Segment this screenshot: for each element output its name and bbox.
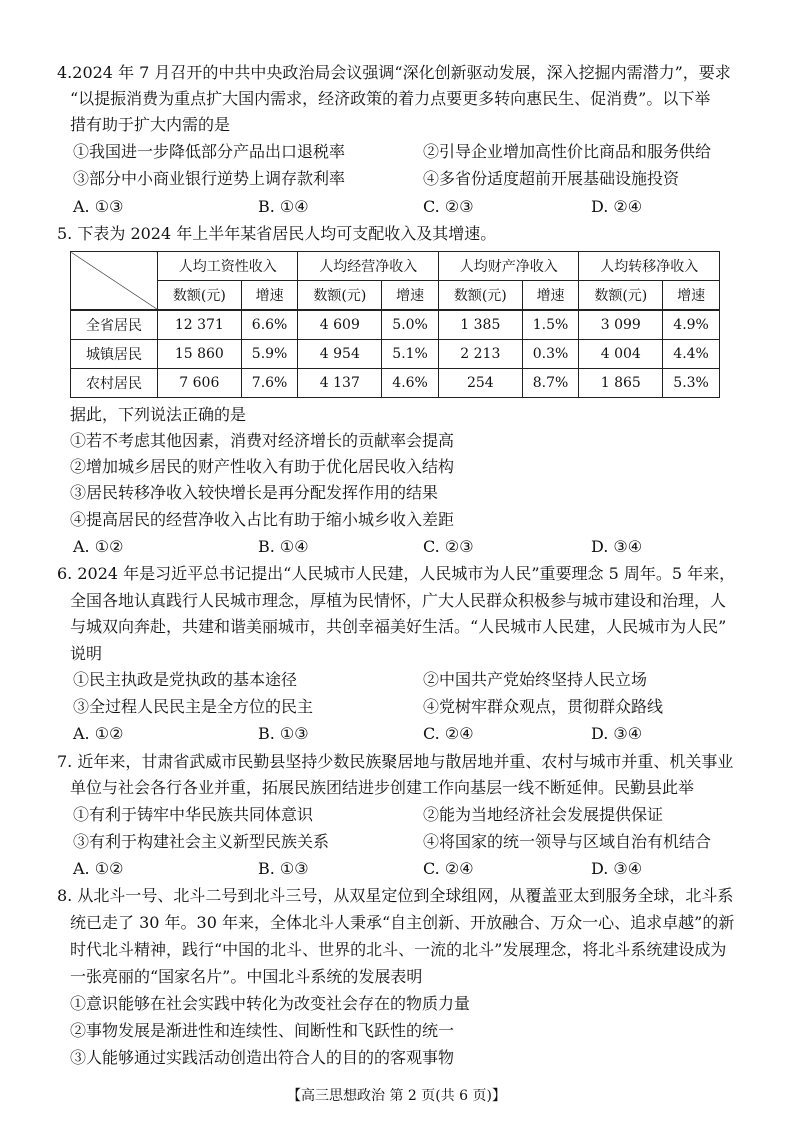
q5-choice-a: A. ①② [73, 537, 124, 556]
table-cell: 0.3% [522, 340, 579, 369]
table-group-header: 人均工资性收入 [158, 252, 298, 281]
q5-option-3: ③居民转移净收入较快增长是再分配发挥作用的结果 [70, 483, 439, 502]
table-cell: 1 385 [438, 310, 522, 340]
table-cell: 8.7% [522, 369, 579, 398]
table-row-label: 全省居民 [71, 310, 158, 340]
table-row-label: 农村居民 [71, 369, 158, 398]
q4-option-4: ④多省份适度超前开展基础设施投资 [423, 169, 680, 188]
q8-option-1: ①意识能够在社会实践中转化为改变社会存在的物质力量 [70, 994, 471, 1013]
table-cell: 4 609 [298, 310, 382, 340]
q5-intro: 5. 下表为 2024 年上半年某省居民人均可支配收入及其增速。 [57, 224, 497, 243]
table-cell: 7 606 [158, 369, 242, 398]
table-row [71, 310, 720, 340]
q4-line-1: 4.2024 年 7 月召开的中共中央政治局会议强调“深化创新驱动发展，深入挖掘内需潜力”，要求 [57, 63, 731, 82]
q7-line-1: 7. 近年来，甘肃省武威市民勤县坚持少数民族聚居地与散居地并重、农村与城市并重、机关事业 [57, 752, 734, 771]
table-subheader: 增速 [522, 281, 579, 311]
table-cell: 5.9% [241, 340, 298, 369]
q7-line-2: 单位与社会各行各业并重，拓展民族团结进步创建工作向基层一线不断延伸。民勤县此举 [70, 778, 695, 797]
table-cell: 5.3% [663, 369, 720, 398]
table-row-label: 城镇居民 [71, 340, 158, 369]
table-cell: 4 004 [579, 340, 663, 369]
q6-choice-a: A. ①② [73, 724, 124, 743]
table-cell: 4 954 [298, 340, 382, 369]
q6-choice-d: D. ③④ [591, 724, 643, 743]
table-group-header: 人均转移净收入 [579, 252, 720, 281]
q6-option-3: ③全过程人民民主是全方位的民主 [73, 697, 314, 716]
table-group-header: 人均经营净收入 [298, 252, 438, 281]
table-subheader: 数额(元) [158, 281, 242, 311]
q4-choice-c: C. ②③ [423, 197, 474, 216]
income-table [70, 251, 720, 398]
q6-option-1: ①民主执政是党执政的基本途径 [73, 670, 298, 689]
table-row [71, 369, 720, 398]
q6-option-2: ②中国共产党始终坚持人民立场 [423, 670, 648, 689]
table-cell: 4.9% [663, 310, 720, 340]
page-footer: 【高三思想政治 第 2 页(共 6 页)】 [287, 1088, 506, 1104]
table-cell: 4.4% [663, 340, 720, 369]
q8-line-2: 统已走了 30 年。30 年来，全体北斗人秉承“自主创新、开放融合、万众一心、追求卓越”的新 [70, 913, 735, 932]
q8-line-3: 时代北斗精神，践行“中国的北斗、世界的北斗、一流的北斗”发展理念，将北斗系统建设成为 [70, 940, 727, 959]
q8-line-1: 8. 从北斗一号、北斗二号到北斗三号，从双星定位到全球组网，从覆盖亚太到服务全球，北斗系 [57, 886, 734, 905]
table-corner-diagonal [71, 252, 158, 311]
table-subheader: 数额(元) [298, 281, 382, 311]
table-cell: 2 213 [438, 340, 522, 369]
q4-choice-d: D. ②④ [591, 197, 643, 216]
q6-line-2: 全国各地认真践行人民城市理念，厚植为民情怀，广大人民群众积极参与城市建设和治理，人 [70, 591, 727, 610]
q5-option-1: ①若不考虑其他因素，消费对经济增长的贡献率会提高 [70, 431, 455, 450]
table-cell: 5.1% [382, 340, 439, 369]
q5-choice-c: C. ②③ [423, 537, 474, 556]
q7-option-4: ④将国家的统一领导与区域自治有机结合 [423, 832, 712, 851]
q4-option-2: ②引导企业增加高性价比商品和服务供给 [423, 142, 712, 161]
q7-choice-d: D. ③④ [591, 859, 643, 878]
q5-choice-d: D. ③④ [591, 537, 643, 556]
table-cell: 7.6% [241, 369, 298, 398]
table-cell: 1.5% [522, 310, 579, 340]
q4-option-1: ①我国进一步降低部分产品出口退税率 [73, 142, 346, 161]
table-subheader: 增速 [241, 281, 298, 311]
table-subheader: 增速 [382, 281, 439, 311]
q7-choice-c: C. ②④ [423, 859, 474, 878]
q6-option-4: ④党树牢群众观点，贯彻群众路线 [423, 697, 664, 716]
q7-option-2: ②能为当地经济社会发展提供保证 [423, 805, 664, 824]
table-cell: 254 [438, 369, 522, 398]
q8-option-3: ③人能够通过实践活动创造出符合人的目的的客观事物 [70, 1048, 455, 1067]
table-group-header: 人均财产净收入 [438, 252, 578, 281]
q6-choice-c: C. ②④ [423, 724, 474, 743]
table-cell: 12 371 [158, 310, 242, 340]
q7-option-1: ①有利于铸牢中华民族共同体意识 [73, 805, 314, 824]
table-cell: 6.6% [241, 310, 298, 340]
q5-option-2: ②增加城乡居民的财产性收入有助于优化居民收入结构 [70, 457, 455, 476]
q4-line-2: “以提振消费为重点扩大国内需求，经济政策的着力点要更多转向惠民生、促消费”。以下举 [70, 89, 711, 108]
q7-option-3: ③有利于构建社会主义新型民族关系 [73, 832, 330, 851]
table-cell: 1 865 [579, 369, 663, 398]
table-subheader: 增速 [663, 281, 720, 311]
q4-choice-b: B. ①④ [258, 197, 309, 216]
table-subheader: 数额(元) [579, 281, 663, 311]
q8-option-2: ②事物发展是渐进性和连续性、间断性和飞跃性的统一 [70, 1021, 455, 1040]
table-cell: 5.0% [382, 310, 439, 340]
q5-stem: 据此，下列说法正确的是 [70, 405, 247, 424]
q4-line-3: 措有助于扩大内需的是 [70, 115, 231, 134]
q5-choice-b: B. ①④ [258, 537, 309, 556]
table-subheader: 数额(元) [438, 281, 522, 311]
q4-choice-a: A. ①③ [73, 197, 124, 216]
q7-choice-a: A. ①② [73, 859, 124, 878]
q6-line-1: 6. 2024 年是习近平总书记提出“人民城市人民建，人民城市为人民”重要理念 5 周年。5 年来， [57, 564, 736, 583]
table-row [71, 340, 720, 369]
q6-choice-b: B. ①③ [258, 724, 309, 743]
q6-line-3: 与城双向奔赴，共建和谐美丽城市，共创幸福美好生活。“人民城市人民建，人民城市为人民” [70, 617, 727, 636]
q8-line-4: 一张亮丽的“国家名片”。中国北斗系统的发展表明 [70, 967, 423, 986]
q5-option-4: ④提高居民的经营净收入占比有助于缩小城乡收入差距 [70, 510, 455, 529]
table-cell: 4 137 [298, 369, 382, 398]
q7-choice-b: B. ①③ [258, 859, 309, 878]
table-cell: 3 099 [579, 310, 663, 340]
table-cell: 15 860 [158, 340, 242, 369]
q6-line-4: 说明 [70, 644, 103, 663]
q4-option-3: ③部分中小商业银行逆势上调存款利率 [73, 169, 346, 188]
table-cell: 4.6% [382, 369, 439, 398]
